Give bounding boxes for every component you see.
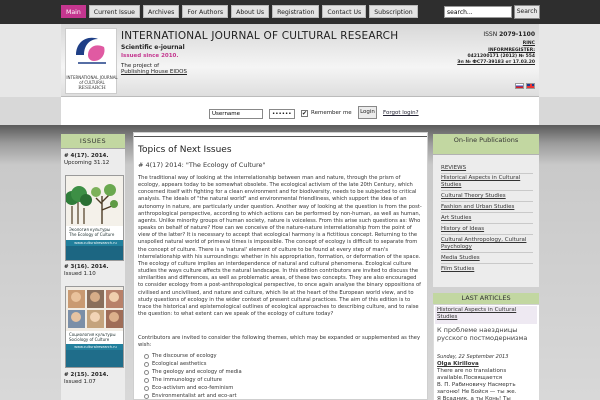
last-article-excerpt-5: Я Всадник, а ты Конь! Ты [437, 396, 511, 400]
bullet-icon [144, 386, 149, 391]
nav-contact-us[interactable]: Contact Us [322, 5, 366, 18]
registration-number: 0421200171 (2012) № 554 [467, 54, 535, 59]
list-item [144, 376, 242, 384]
cover-band [66, 350, 124, 368]
nav-main[interactable]: Main [61, 5, 86, 18]
issue-label[interactable] [64, 264, 108, 278]
last-articles-heading: LAST ARTICLES [433, 293, 539, 304]
publication-link-anthropology[interactable]: Cultural Anthropology, Cultural Psychology [441, 237, 527, 250]
divider [441, 223, 533, 224]
issue-status: Issued 1.10 [64, 271, 96, 277]
theme-list [144, 352, 242, 400]
journal-subtitle: Scientific e-journal [121, 44, 185, 51]
project-of: The project of [121, 63, 160, 69]
theme-label: The immunology of culture [152, 377, 222, 383]
search-button[interactable]: Search [514, 5, 540, 19]
divider [441, 252, 533, 253]
publication-link-art[interactable]: Art Studies [441, 215, 472, 221]
english-flag-icon[interactable] [526, 83, 535, 89]
cover-title: Социология культуры Sociology of Culture [69, 332, 116, 342]
nav-archives[interactable]: Archives [143, 5, 179, 18]
nav-current-issue[interactable]: Current Issue [89, 5, 140, 18]
bullet-icon [144, 354, 149, 359]
last-article-title-link[interactable]: К проблеме наездницы русского постмодернизма [437, 326, 528, 342]
remember-me-label: Remember me [311, 110, 352, 116]
top-navigation [61, 5, 418, 18]
list-item [144, 384, 242, 392]
article-body: The traditional way of looking at the interrelationship between man and nature, through the prism of ecology, appears today to be somewhat obsolete. The ecological activism of the late 20th Century, which concerned itself with fighting for a clean environment and for biodiversity, needs to be subjected to critical analysis. The ideals of "the natural world" and environmental friendliness, which support the idea of an autonomy in nature, are particularly under question. Another way of looking at the question is from the post-anthropological perspective, according to which actions can be performed by non-human, as well as human, agents. Unlike minority groups of human society, nature is voiceless. From this arise such questions as: Who speaks on behalf of nature? How can we conceive of the nature-nature interrelationship from the point of view of the latter? It is necessary to accept that ecological harmony is a fictitious concept. Returning to the unspoiled natural world of primeval times is impossible. The concept of ecology is difficult to separate from the concept of culture. There is a 'natural' element of culture to be found at every step of man's interrelationship with his surroundings: whether in his appropriation, formation, or deformation of the space. The ecology of culture implies an interdependence of natural and cultural phenomena. Ecological culture studies the ways culture affects the natural landscape. In this edition contributors are invited to discuss the similarities and differences, as well as problematic areas, of these two concepts. They are also encouraged to consider ecology from a post-anthropological perspective, to once again analyse the binary oppositions of civilised and uncivilised, and nature and culture, which lie at the heart of the European world view, and to study questions of ecology in the wider context of present cultural practices. The aim of this edition is to trace the historical and epistemological outlines of ecological approaches to describing culture, and to raise the question: to what extent can we speak of the ecology of culture today? [138, 175, 422, 317]
logo-text-line2: of CULTURAL [79, 80, 105, 85]
rinc-link[interactable]: RINC [522, 41, 535, 46]
publication-link-fashion[interactable]: Fashion and Urban Studies [441, 204, 515, 210]
search-input[interactable] [444, 6, 512, 18]
people-cover-image-icon [66, 287, 124, 331]
nav-registration[interactable]: Registration [272, 5, 319, 18]
last-article-category-link[interactable]: Historical Aspects in Cultural Studies [437, 307, 517, 320]
issn-label: ISSN [483, 31, 498, 38]
publication-link-historical[interactable]: Historical Aspects in Cultural Studies [441, 175, 521, 188]
divider [441, 263, 533, 264]
issn [483, 31, 535, 38]
cover-title: Экология культуры The Ecology of Culture [69, 227, 115, 237]
last-article-excerpt-1: There are no translations [437, 368, 507, 374]
informregister-link[interactable]: INFORMREGISTER: [488, 48, 535, 53]
theme-label: The discourse of ecology [152, 353, 217, 359]
bullet-icon [144, 394, 149, 399]
login-bar [0, 97, 600, 125]
tree-cover-image-icon [66, 176, 124, 226]
last-article-excerpt-4: загоню! Не Бойся — ты же. [437, 389, 517, 395]
issue-number: # 3(16). 2014. [64, 264, 109, 270]
bullet-icon [144, 362, 149, 367]
publication-link-cultural-theory[interactable]: Cultural Theory Studies [441, 193, 506, 199]
issued-since: Issued since 2010. [121, 53, 179, 59]
password-input[interactable] [269, 109, 295, 119]
russian-flag-icon[interactable] [515, 83, 524, 89]
issue-label[interactable] [64, 372, 108, 386]
issue-label[interactable] [64, 153, 109, 167]
issue-status: Upcoming 31.12 [64, 160, 110, 166]
page-title: Topics of Next Issues [138, 145, 232, 155]
divider [441, 212, 533, 213]
list-item [144, 352, 242, 360]
remember-me-checkbox[interactable]: ✔ [302, 110, 308, 117]
theme-label: The geology and ecology of media [152, 369, 242, 375]
cover-url: www.culturalresearch.ru [66, 240, 124, 246]
journal-logo[interactable] [65, 28, 117, 94]
issue-number: # 2(15). 2014. [64, 372, 109, 378]
issue-heading: # 4(17) 2014: "The Ecology of Culture" [138, 161, 266, 169]
cover-url: www.culturalresearch.ru [66, 344, 124, 350]
divider [441, 190, 533, 191]
divider [441, 201, 533, 202]
last-article-author-link[interactable]: Olga Kirillova [437, 361, 479, 367]
language-flags [515, 83, 535, 89]
publication-link-reviews[interactable]: REVIEWS [441, 165, 467, 171]
issn-value: 2079-1100 [499, 31, 535, 38]
list-item [144, 392, 242, 400]
main-divider [134, 136, 427, 137]
theme-label: Environmentalist art and eco-art [152, 393, 237, 399]
cover-band [66, 246, 124, 261]
logo-text-line1: INTERNATIONAL JOURNAL [66, 75, 118, 80]
publication-link-media[interactable]: Media Studies [441, 255, 480, 261]
divider [441, 234, 533, 235]
logo-emblem-icon [74, 33, 110, 71]
nav-for-authors[interactable]: For Authors [182, 5, 228, 18]
site-header [61, 24, 539, 97]
publication-link-ideas[interactable]: History of Ideas [441, 226, 485, 232]
divider [441, 173, 533, 174]
publication-link-film[interactable]: Film Studies [441, 266, 475, 272]
username-input[interactable] [209, 109, 263, 119]
list-item [144, 368, 242, 376]
el-registration-link[interactable]: Эл № ФС77-39183 от 17.03.20 [457, 60, 535, 65]
issue-cover[interactable] [65, 286, 124, 368]
issue-number: # 4(17). 2014. [64, 153, 109, 159]
logo-text-line3: RESEARCH [78, 86, 106, 91]
bullet-icon [144, 378, 149, 383]
issue-cover[interactable] [65, 175, 124, 261]
last-article-excerpt-2: available.Посвящается [437, 375, 503, 381]
online-publications-heading: On-line Publications [433, 134, 539, 154]
forgot-login-link[interactable]: Forgot login? [383, 110, 419, 116]
login-bar-panel [61, 97, 539, 125]
theme-label: Eco-activism and eco-feminism [152, 385, 234, 391]
publisher-link[interactable]: Publishing House EIDOS [121, 69, 187, 75]
login-button[interactable]: Login [358, 106, 377, 119]
bullet-icon [144, 370, 149, 375]
theme-label: Ecological aesthetics [152, 361, 207, 367]
nav-subscription[interactable]: Subscription [369, 5, 417, 18]
contributors-note: Contributors are invited to consider the following themes, which may be expanded or supplemented as they wish: [138, 335, 421, 348]
list-item [144, 360, 242, 368]
last-article-date: Sunday, 22 September 2013 [437, 354, 509, 360]
journal-title: INTERNATIONAL JOURNAL OF CULTURAL RESEARCH [121, 30, 399, 42]
issues-heading: ISSUES [61, 134, 125, 148]
last-article-excerpt-3: В. П. Рабиновичу Насмерть [437, 382, 516, 388]
issue-status: Issued 1.07 [64, 379, 96, 385]
nav-about-us[interactable]: About Us [231, 5, 269, 18]
